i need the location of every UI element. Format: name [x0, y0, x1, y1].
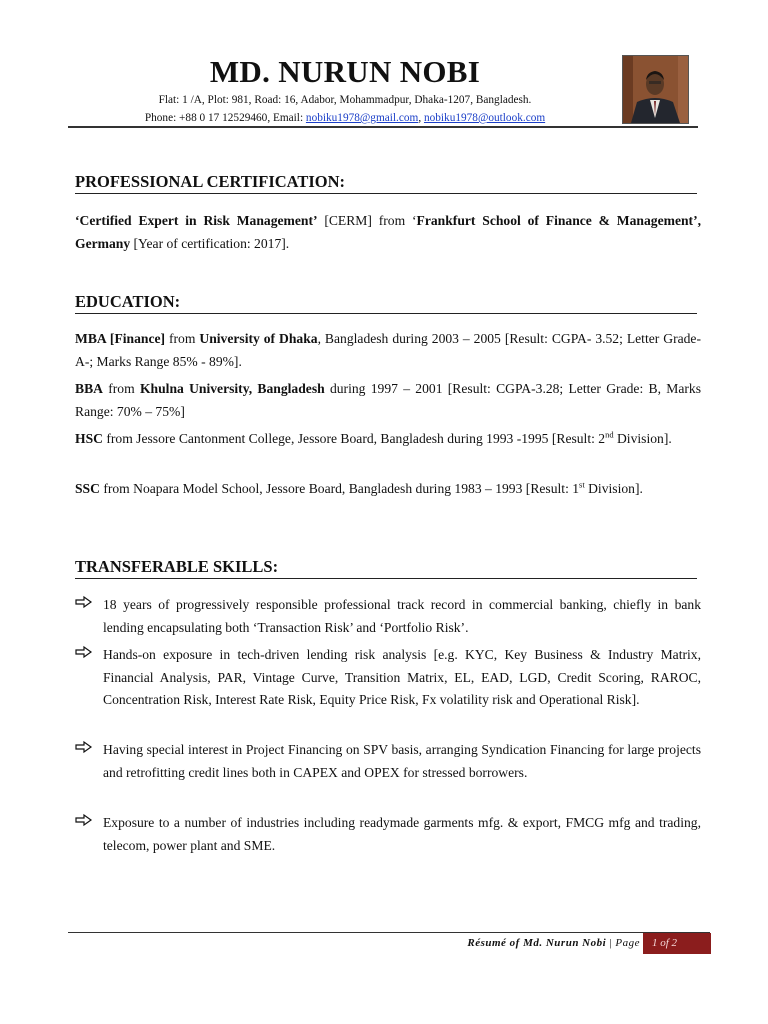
bba-from: from	[102, 381, 140, 396]
hsc-division: Division].	[613, 431, 672, 446]
skill-item	[75, 812, 701, 857]
certification-divider	[75, 193, 697, 194]
skill-text: 18 years of progressively responsible professional track record in commercial banking, chiefly in bank lending encapsulating both ‘Transaction Risk’ and ‘Portfolio Risk’.	[103, 597, 701, 635]
address-line: Flat: 1 /A, Plot: 981, Road: 16, Adabor, Mohammadpur, Dhaka-1207, Bangladesh.	[158, 94, 532, 106]
hsc-ordinal: nd	[605, 429, 614, 440]
cert-year: [Year of certification: 2017].	[130, 235, 290, 251]
hsc-details: from Jessore Cantonment College, Jessore Board, Bangladesh during 1993 -1995 [Result: 2	[102, 431, 606, 446]
education-mba	[75, 328, 701, 373]
education-hsc	[75, 428, 701, 451]
skill-item	[75, 739, 701, 784]
skill-text: Having special interest in Project Financing on SPV basis, arranging Syndication Financing for large projects and retrofitting credit lines both in CAPEX and OPEX for stressed borrowers.	[103, 742, 701, 780]
footer-label	[467, 937, 640, 949]
arrow-bullet-icon	[75, 813, 93, 827]
skills-divider	[75, 578, 697, 579]
cert-name: ‘Certified Expert in Risk Management’	[75, 213, 318, 228]
mba-details: , Bangladesh during 2003 – 2005 [Result: CGPA- 3.52; Letter Grade- A-; Marks Range 85% - 89%].	[75, 331, 701, 369]
footer-divider	[68, 932, 710, 933]
ssc-details: from Noapara Model School, Jessore Board, Bangladesh during 1983 – 1993 [Result: 1	[99, 481, 580, 496]
arrow-bullet-icon	[75, 595, 93, 609]
education-divider	[75, 313, 697, 314]
certification-text	[75, 210, 701, 255]
cert-institution: Frankfurt School of Finance & Management’, Germany	[75, 213, 701, 251]
ssc-degree: SSC	[75, 481, 100, 496]
phone-text: Phone: +88 0 17 12529460, Email:	[144, 112, 306, 124]
certification-heading: PROFESSIONAL CERTIFICATION:	[75, 172, 346, 191]
email-separator: ,	[418, 112, 424, 124]
email-link-gmail[interactable]: nobiku1978@gmail.com	[305, 112, 419, 124]
email-link-outlook[interactable]: nobiku1978@outlook.com	[423, 112, 546, 124]
footer-separator: |	[606, 937, 616, 949]
bba-details: during 1997 – 2001 [Result: CGPA-3.28; Letter Grade: B, Marks Range: 70% – 75%]	[75, 381, 701, 419]
education-ssc	[75, 478, 701, 501]
candidate-name: MD. NURUN NOBI	[209, 54, 481, 89]
skill-item	[75, 644, 701, 712]
mba-degree: MBA [Finance]	[75, 331, 166, 346]
education-heading: EDUCATION:	[75, 292, 181, 311]
skills-heading: TRANSFERABLE SKILLS:	[75, 557, 279, 576]
skill-item	[75, 594, 701, 639]
skill-text: Exposure to a number of industries including readymade garments mfg. & export, FMCG mfg and trading, telecom, power plant and SME.	[103, 815, 701, 853]
arrow-bullet-icon	[75, 740, 93, 754]
bba-degree: BBA	[75, 381, 103, 396]
page-number-badge: 1 of 2	[643, 933, 711, 954]
education-bba	[75, 378, 701, 423]
ssc-ordinal: st	[579, 479, 585, 490]
footer-resume-title: Résumé of Md. Nurun Nobi	[467, 937, 607, 949]
cert-code: [CERM] from ‘	[317, 213, 417, 228]
arrow-bullet-icon	[75, 645, 93, 659]
header-divider	[68, 126, 698, 128]
mba-university: University of Dhaka	[199, 331, 318, 346]
bba-university: Khulna University, Bangladesh	[139, 381, 325, 396]
ssc-division: Division].	[584, 481, 643, 496]
contact-line	[70, 111, 620, 125]
mba-from: from	[165, 331, 200, 346]
hsc-degree: HSC	[75, 431, 103, 446]
skill-text: Hands-on exposure in tech-driven lending risk analysis [e.g. KYC, Key Business & Industry Matrix, Financial Analysis, PAR, Vintage Curve, Transition Matrix, EL, EAD, LGD, Credit Scoring, RAROC, Concentration Risk, Interest Rate Risk, Equity Price Risk, Fx volatility risk and Operational Risk].	[103, 647, 701, 707]
profile-photo	[622, 55, 689, 124]
footer-page-word: Page	[615, 937, 640, 949]
